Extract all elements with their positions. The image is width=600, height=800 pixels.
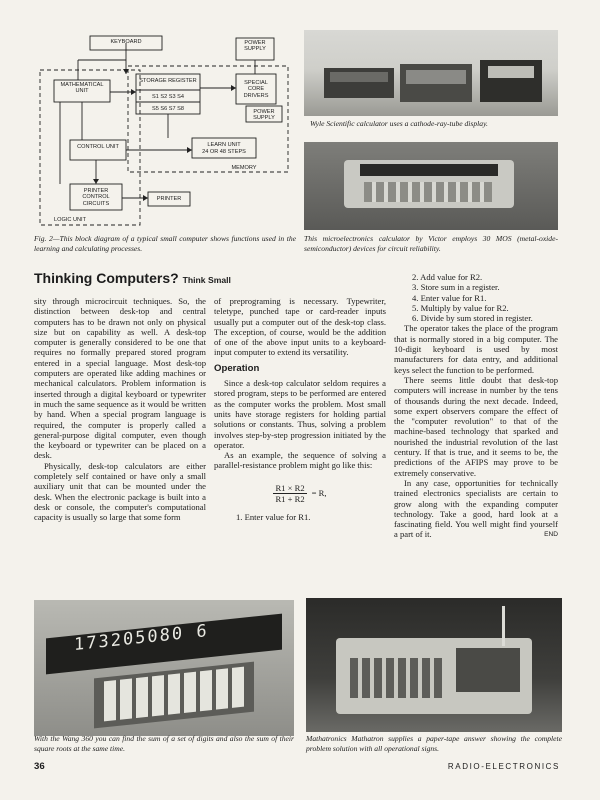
article-title-main: Thinking Computers? [34,270,179,286]
col2-paragraph-3: As an example, the sequence of solving a parallel-resistance problem might go like this: [214,450,386,471]
col3-paragraph-1: The operator takes the place of the program that is normally stored in a big computer. The 10-digit keyboard is used by most manufacturers for data entry, and additional keys select the function to be performed. [394,323,558,375]
formula-denominator: R1 + R2 [275,494,305,505]
diagram-memory-label: MEMORY [231,165,257,171]
step-item: 3. Store sum in a register. [412,282,500,293]
magazine-name: RADIO-ELECTRONICS [447,762,560,771]
diagram-storage-register-label: STORAGE REGISTER [139,78,197,84]
page-number: 36 [34,761,45,772]
parallel-resistance-formula [214,483,386,505]
step-item: 6. Divide by sum stored in register. [412,313,533,324]
diagram-power-supply-label: POWER SUPPLY [244,40,266,53]
step-item: 2. Add value for R2. [412,272,483,282]
diagram-caption: Fig. 2—This block diagram of a typical small computer shows functions used in the learning and calculating processes. [34,234,296,253]
wang-display-readout: 173205080 6 [74,620,209,656]
photo-wyle-calculator [304,30,558,116]
diagram-storage-row1: S1 S2 S3 S4 [151,94,185,100]
col2-paragraph-2: Since a desk-top calculator seldom requires a stored program, steps to be performed are entered as the computer works the problem. Most small units have storage registers for holding partial solutions or constants. Thus, solving a problem involves step-by-step progression initiated by the operator. [214,378,386,450]
article-column-1 [34,296,206,523]
article-column-3 [394,272,558,541]
col3-paragraph-3-text: In any case, opportunities for technically trained electronics specialists are certain to grow along with the expanding computer technology. Take a good, hard look at a fascinating field. You well might find yourself a part of it. [394,477,558,540]
photo-wang-calculator [34,600,294,736]
col1-paragraph-2: Physically, desk-top calculators are either completely self contained or have only a small auxiliary unit that can be mounted under the desk. When the electronic package is built into a desk or console, the computer's computational capacity is usually so large that some form [34,460,206,523]
col2-paragraph-1: of preprograming is necessary. Typewriter, teletype, punched tape or card-reader inputs usually put a computer out of the desk-top class. The exception, of course, would be the addition of one of the above input units to a keyboard-input computer to extend its versatility. [214,296,386,358]
photo-wyle-caption: Wyle Scientific calculator uses a cathode-ray-tube display. [310,119,488,128]
photo-victor-caption: This microelectronics calculator by Victor employs 30 MOS (metal-oxide-semiconductor) devices for circuit reliability. [304,234,558,253]
step-item: 5. Multiply by value for R2. [412,302,509,313]
col3-paragraph-3 [394,478,558,540]
formula-rhs: = R, [311,488,327,499]
diagram-control-unit-label: CONTROL UNIT [77,144,119,150]
step-item: 4. Enter value for R1. [412,292,487,303]
article-title [34,270,231,288]
diagram-keyboard-label: KEYBOARD [110,39,142,45]
article-column-2 [214,296,386,523]
diagram-power-supply-side-label: POWER SUPPLY [253,109,275,122]
end-mark: END [544,531,558,539]
article-title-suffix: Think Small [182,275,231,285]
photo-mathatron-caption: Mathatronics Mathatron supplies a paper-tape answer showing the complete problem solution with all operational signs. [306,734,562,753]
diagram-storage-row2: S5 S6 S7 S8 [151,106,185,112]
operation-heading: Operation [214,362,260,374]
diagram-learn-steps-label: 24 OR 48 STEPS [202,149,246,155]
diagram-printer-label: PRINTER [156,196,182,202]
col1-paragraph-1: sity through microcircuit techniques. So, the distinction between desk-top and central computers has to be drawn not only on physical size but on capability as well. A desk-top computer is generally considered to be one that requires no formally prepared stored program entered in a special language. Most desk-top computers are operated like adding machines or mechanical calculators. Problem information is inserted through a digital keyboard or typewriter in much the same sequence as it would be written by hand. When a special program language is required, the computer is properly called a general-purpose digital computer, even though the keyboard or typewriter can be placed on a desk. [34,296,206,461]
steps-list [412,272,558,323]
photo-wang-caption: With the Wang 360 you can find the sum of a set of digits and also the sum of their square roots at the same time. [34,734,294,753]
diagram-logic-unit-label: LOGIC UNIT [53,217,86,223]
formula-numerator: R1 × R2 [275,482,305,493]
diagram-special-core-label: SPECIAL CORE DRIVERS [243,80,269,99]
photo-victor-calculator [304,142,558,230]
diagram-learn-unit-label: LEARN UNIT [207,142,241,148]
diagram-printer-control-label: PRINTER CONTROL CIRCUITS [82,188,110,207]
col3-paragraph-2: There seems little doubt that desk-top computers will increase in number by the tens of thousands during the next decade. Indeed, some expert observers compare the effect of the "computer revolution" to that of the machine-based technology that sparked and nourished the industrial revolution of the last century. If that is true, and it seems to be, the predictions of the AFIPS may prove to be extremely conservative. [394,374,558,478]
diagram-math-unit-label: MATHEMATICAL UNIT [60,82,104,95]
step-1: 1. Enter value for R1. [236,512,311,523]
photo-mathatron [306,598,562,732]
